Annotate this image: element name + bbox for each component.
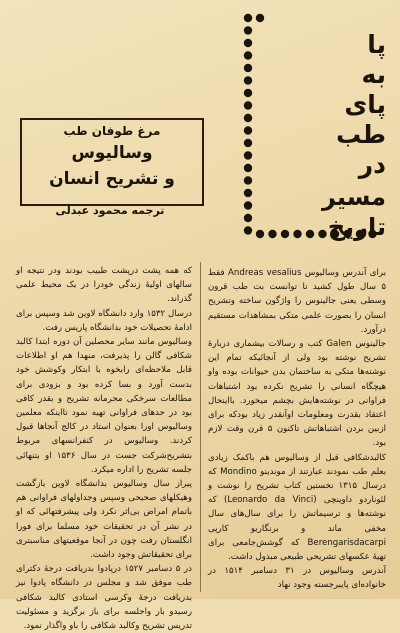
title-line: مسیر تاریخ bbox=[321, 183, 386, 241]
title-line: طب bbox=[335, 120, 386, 149]
vertical-title bbox=[266, 30, 386, 242]
frame-dot bbox=[244, 101, 252, 109]
frame-dot bbox=[244, 64, 252, 72]
paragraph: پیراز سال وسالیوس بدانشگاه لاوین بازگشت وهیکلهای صحیحی وسپس وجداولهای فراوانی هم باتمام امراض بی‌اثر نکرد ولی پیشرفتهائی که او در نشر آن در تحقیقات خود مسلما برای فورا انگلستان رفت چون در آنجا موقعیتهای مناسبتری برای تحقیقاتش وجود داشت. bbox=[16, 479, 192, 561]
paragraph: آندرس وسالیوس در ۳۱ دسامبر ۱۵۱۴ در خانواده‌ای پایبرجسته وجود نهاد bbox=[208, 566, 386, 591]
frame-dot bbox=[244, 214, 252, 222]
paragraph: که همه پشت درپشت طبیب بودند ودر نتیجه او سالهای اولیهٔ زندگی خودرا در یک محیط علمی گذراند. bbox=[16, 266, 192, 305]
frame-dot bbox=[244, 164, 252, 172]
article-column-right bbox=[208, 266, 386, 593]
frame-dot bbox=[244, 139, 252, 147]
article-column-left bbox=[16, 264, 192, 633]
heading-main-line1: وسالیوس bbox=[71, 143, 153, 163]
translator-credit: ترجمه محمود عبدلی bbox=[55, 204, 165, 217]
paragraph: برای آندرس وسالیوس Andreas vesalius فقط ۵ سال طول کشید تا توانست بت طب قرون وسطی یعنی جالینوس را واژگون ساخته وتشریح انسان را بصورت علمی متکی بمشاهدات مستقیم درآورد. bbox=[208, 268, 387, 335]
paragraph: کالبدشکافی قبل از وسالیوس هم باکمک زیادی بعلم طب نمودند عبارتند از موندینو Mondino که درسال ۱۳۱۵ نخستین کتاب تشریح را نوشت و لئوناردو داوینچی (Leonardo da Vinci) که نوشته‌ها و ترسیماتش را برای سال‌های سال مخفی ماند و برنگاریو کارپی Berengarisdacarpi که گوشش‌جامعی برای تهیهٔ عکسهای تشریحی طبیعی مبذول داشت. bbox=[208, 452, 387, 563]
paragraph: درسال ۱۵۳۲ وارد دانشگاه لاوین شد وسپس برای ادامهٔ تحصیلات خود بدانشگاه پاریس رفت. bbox=[16, 308, 192, 333]
frame-dot bbox=[244, 226, 252, 234]
title-line: پا bbox=[367, 30, 386, 59]
frame-dot bbox=[256, 14, 264, 22]
paragraph: وسالیوس مانند سایر محصلین آن دوره ابتدا کالبد شکافی گالن را پذیرفت، منهدا هم او اطلاعات قابل ملاحظه‌ای رابخوه با ابتکار وکوشش خود بدست آورد و بسا کرده بود و بزودی برای مطالعات سرخکی محرمانه تشریح و بقدر کافی بود در حدهای فراوانی تهیه نمود تااینکه معلمین وسالیوس اورا بعنوان استاد در کالج آنجاها قبول کردند. وسالیوس در کنفرانسهای مربوط بتشریح‌شرکت جست در سال ۱۵۳۶ او بتنهائی جلسه تشریح را اداره میکرد. bbox=[16, 337, 192, 475]
column-divider bbox=[200, 262, 201, 592]
frame-dot bbox=[244, 76, 252, 84]
title-line: به bbox=[361, 60, 386, 89]
paragraph: در ۵ دسامبر ۱۵۲۷ درپادوا بدریافت درجهٔ دکترای طب موفق شد و مجلس در دانشگاه پادوا نیز بدریافت درجهٔ وکرسی استادی کالبد شکافی رسیدو بار واجلسه برای باز برگزید و مسئولیت تدریس تشریح وکالبد شکافی را باو واگذار نمود. bbox=[16, 564, 192, 632]
frame-dot bbox=[244, 89, 252, 97]
heading-subtitle: مرغ طوفان طب bbox=[63, 124, 161, 138]
frame-dot bbox=[256, 230, 264, 238]
frame-dot bbox=[244, 151, 252, 159]
frame-dot bbox=[244, 14, 252, 22]
title-line: در bbox=[358, 150, 386, 179]
frame-dot bbox=[244, 51, 252, 59]
title-line: پای bbox=[344, 90, 386, 119]
frame-dot bbox=[244, 189, 252, 197]
frame-dot bbox=[244, 176, 252, 184]
frame-dot bbox=[244, 26, 252, 34]
frame-dot bbox=[244, 201, 252, 209]
frame-dot bbox=[244, 114, 252, 122]
paragraph: جالینوس Galen کتب و رسالات بیشماری دربارهٔ تشریح نوشته بود ولی از آنجائیکه تمام این نوشته‌ها متکی به ساختمان بدن حیوانات بوده واو هیچگاه انسانی را تشریح نکرده بود اشتباهات فراوانی در نوشته‌هایش بچشم میخورد. بااینحال اعتقاد بقدرت ومعلومات اوآنقدر زیاد بودکه برای ازبین بردن اشتباهاتش تاکنون ۵ قرن وقت لازم بود. bbox=[208, 339, 386, 449]
frame-dot bbox=[244, 126, 252, 134]
heading-main-line2: و تشریح انسان bbox=[49, 169, 175, 189]
frame-dot bbox=[244, 39, 252, 47]
article-heading-box bbox=[20, 118, 204, 206]
